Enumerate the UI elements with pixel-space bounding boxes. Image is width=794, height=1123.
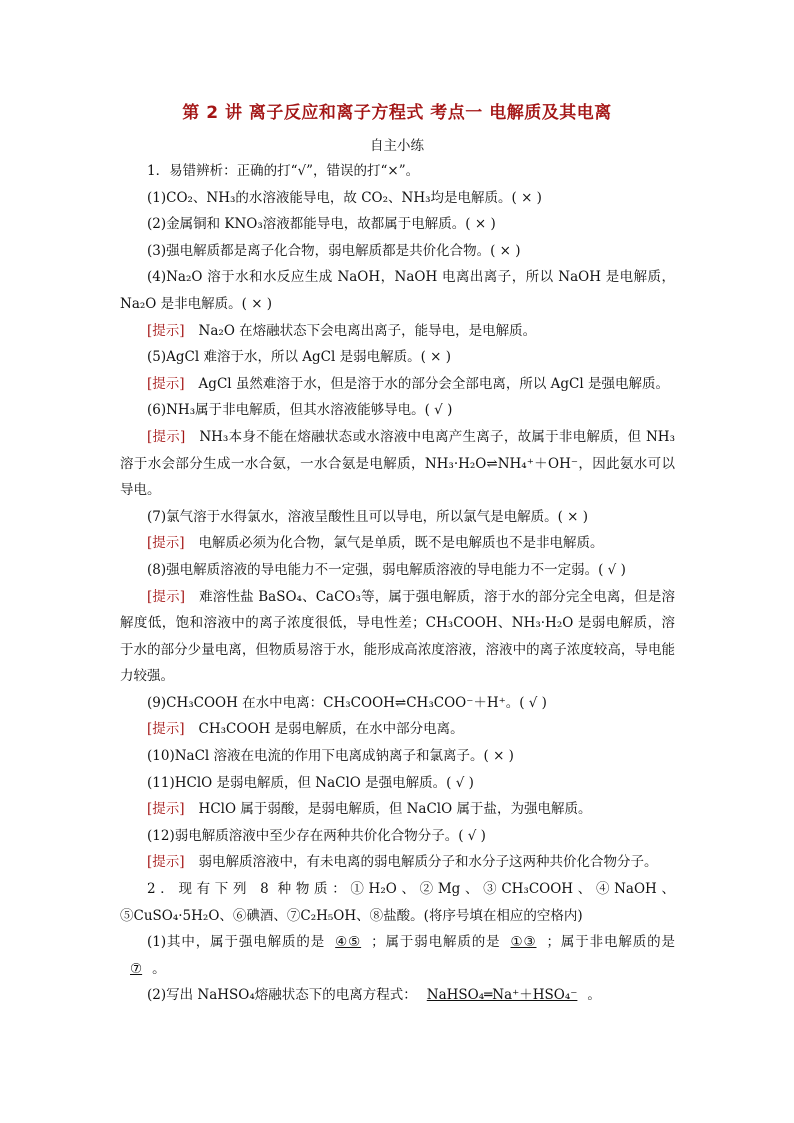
answer-non-electrolytes: ⑦ [130, 960, 143, 977]
hint-12 [120, 849, 675, 876]
part-1-end: 。 [152, 960, 166, 977]
statement-8: (8)强电解质溶液的导电能力不一定强，弱电解质溶液的导电能力不一定弱。( √ ) [147, 561, 626, 578]
statement-2: (2)金属铜和 KNO₃溶液都能导电，故都属于电解质。( × ) [147, 216, 496, 233]
hint-text: 难溶性盐 BaSO₄、CaCO₃等，属于强电解质，溶于水的部分完全电离，但是溶解度低，饱和溶液中的离子浓度很低，导电性差；CH₃COOH、NH₃·H₂O 是弱电解质，溶于水的部分少量电离，但物质易溶于水，能形成高浓度溶液，溶液中的离子浓度较高，导电能力较强。 [120, 588, 675, 685]
part-2-end: 。 [587, 987, 601, 1004]
question-2-intro: 2．现有下列 8 种物质：①H₂O、②Mg、③CH₃COOH、④NaOH、⑤CuSO₄·5H₂O、⑥碘酒、⑦C₂H₅OH、⑧盐酸。(将序号填在相应的空格内) [120, 881, 675, 924]
statement-5: (5)AgCl 难溶于水，所以 AgCl 是弱电解质。( × ) [147, 349, 452, 366]
statement-12: (12)弱电解质溶液中至少存在两种共价化合物分子。( √ ) [147, 827, 486, 844]
question-2-part-2 [120, 982, 675, 1009]
hint-text: 弱电解质溶液中，有未电离的弱电解质分子和水分子这两种共价化合物分子。 [198, 854, 658, 871]
part-1-text-c: ；属于非电解质的是 [546, 934, 676, 951]
hint-text: AgCl 虽然难溶于水，但是溶于水的部分会全部电离，所以 AgCl 是强电解质。 [198, 375, 669, 392]
statement-4: (4)Na₂O 溶于水和水反应生成 NaOH，NaOH 电离出离子，所以 NaOH 是电解质，Na₂O 是非电解质。( × ) [120, 269, 675, 312]
part-2-text: (2)写出 NaHSO₄熔融状态下的电离方程式： [147, 987, 417, 1004]
statement-11: (11)HClO 是弱电解质，但 NaClO 是强电解质。( √ ) [147, 774, 474, 791]
answer-strong-electrolytes: ④⑤ [335, 934, 362, 951]
hint-label: [提示] [147, 801, 185, 818]
question-1-intro: 1．易错辨析：正确的打“√”，错误的打“×”。 [147, 163, 420, 179]
hint-label: [提示] [147, 721, 185, 738]
page-title: 第 2 讲 离子反应和离子方程式 考点一 电解质及其电离 [182, 103, 612, 123]
hint-text: CH₃COOH 是弱电解质，在水中部分电离。 [198, 721, 464, 738]
hint-label: [提示] [147, 535, 185, 552]
answer-ionization-equation: NaHSO₄═Na⁺＋HSO₄⁻ [426, 987, 578, 1004]
answer-weak-electrolytes: ①③ [510, 934, 537, 951]
hint-label: [提示] [147, 854, 185, 871]
hint-8 [120, 584, 675, 690]
exercise-body [120, 158, 675, 1009]
hint-label: [提示] [147, 375, 185, 392]
statement-6: (6)NH₃属于非电解质，但其水溶液能够导电。( √ ) [147, 402, 453, 419]
hint-label: [提示] [147, 428, 186, 445]
hint-11 [120, 796, 675, 823]
statement-9: (9)CH₃COOH 在水中电离：CH₃COOH⇌CH₃COO⁻＋H⁺。( √ ) [147, 694, 547, 711]
statement-10: (10)NaCl 溶液在电流的作用下电离成钠离子和氯离子。( × ) [147, 748, 514, 765]
question-2-part-1 [120, 929, 675, 982]
hint-5 [120, 371, 675, 398]
hint-text: 电解质必须为化合物，氯气是单质，既不是电解质也不是非电解质。 [198, 535, 604, 552]
hint-label: [提示] [147, 588, 185, 605]
hint-4 [120, 318, 675, 345]
hint-9 [120, 716, 675, 743]
section-subtitle: 自主小练 [370, 138, 424, 154]
hint-text: HClO 属于弱酸，是弱电解质，但 NaClO 属于盐，为强电解质。 [198, 801, 592, 818]
part-1-text-b: ；属于弱电解质的是 [371, 934, 501, 951]
hint-text: Na₂O 在熔融状态下会电离出离子，能导电，是电解质。 [198, 322, 537, 339]
hint-7 [120, 530, 675, 557]
hint-text: NH₃本身不能在熔融状态或水溶液中电离产生离子，故属于非电解质，但 NH₃溶于水会部分生成一水合氨，一水合氨是电解质，NH₃·H₂O⇌NH₄⁺＋OH⁻，因此氨水可以导电。 [120, 428, 675, 499]
statement-7: (7)氯气溶于水得氯水，溶液呈酸性且可以导电，所以氯气是电解质。( × ) [147, 508, 589, 525]
hint-label: [提示] [147, 322, 185, 339]
statement-1: (1)CO₂、NH₃的水溶液能导电，故 CO₂、NH₃均是电解质。( × ) [147, 189, 542, 206]
part-1-text-a: (1)其中，属于强电解质的是 [147, 934, 326, 951]
statement-3: (3)强电解质都是离子化合物，弱电解质都是共价化合物。( × ) [147, 242, 521, 259]
hint-6 [120, 424, 675, 504]
